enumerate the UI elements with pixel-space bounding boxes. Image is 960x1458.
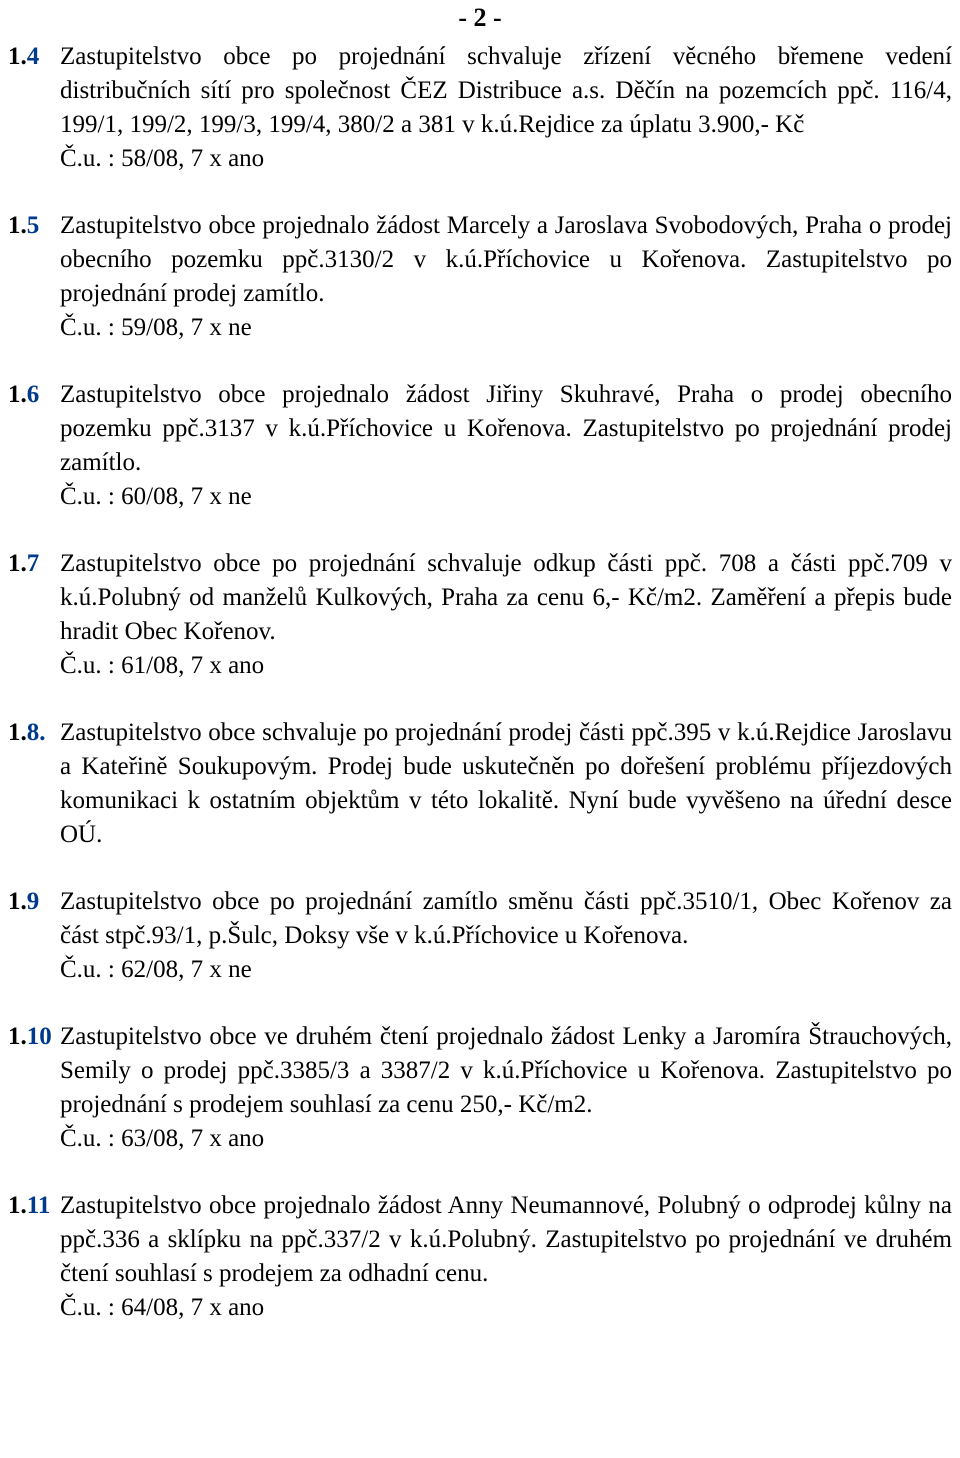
item-number-minor: 4 xyxy=(26,43,40,70)
item-text: Zastupitelstvo obce po projednání schvaluje zřízení věcného břemene vedení distribučních sítí pro společnost ČEZ Distribuce a.s. Děčín na pozemcích ppč. 116/4, 199/1, 199/2, 199/3, 199/4, 380/2 a 381 v k.ú.Rejdice za úplatu 3.900,- Kč xyxy=(60,43,952,138)
item-number-minor: 5 xyxy=(26,212,40,239)
item-body xyxy=(60,547,952,683)
item-vote: Č.u. : 62/08, 7 x ne xyxy=(60,956,252,983)
item-number-major: 1. xyxy=(8,888,27,915)
item-number xyxy=(8,378,39,412)
item-number-major: 1. xyxy=(8,212,27,239)
item-number-major: 1. xyxy=(8,43,27,70)
item-number-major: 1. xyxy=(8,381,27,408)
resolution-item xyxy=(0,378,960,514)
item-body xyxy=(60,209,952,345)
item-vote: Č.u. : 58/08, 7 x ano xyxy=(60,145,265,172)
item-body xyxy=(60,1020,952,1156)
resolution-item xyxy=(0,40,960,176)
resolution-item xyxy=(0,885,960,987)
item-body xyxy=(60,40,952,176)
item-number-major: 1. xyxy=(8,550,27,577)
item-text: Zastupitelstvo obce schvaluje po projednání prodej části ppč.395 v k.ú.Rejdice Jaroslavu a Kateřině Soukupovým. Prodej bude uskutečněn po dořešení problému příjezdových komunikaci k ostatním objektům v této lokalitě. Nyní bude vyvěšeno na úřední desce OÚ. xyxy=(60,719,952,848)
item-vote: Č.u. : 63/08, 7 x ano xyxy=(60,1125,265,1152)
resolution-item xyxy=(0,716,960,852)
item-number-minor: 6 xyxy=(26,381,40,408)
item-number xyxy=(8,1189,50,1223)
item-number-minor: 7 xyxy=(26,550,40,577)
item-number-minor: 11 xyxy=(26,1192,51,1219)
item-text: Zastupitelstvo obce projednalo žádost Jiřiny Skuhravé, Praha o prodej obecního pozemku ppč.3137 v k.ú.Příchovice u Kořenova. Zastupitelstvo po projednání prodej zamítlo. xyxy=(60,381,952,476)
item-body xyxy=(60,1189,952,1325)
item-number xyxy=(8,209,39,243)
item-text: Zastupitelstvo obce projednalo žádost Marcely a Jaroslava Svobodových, Praha o prodej obecního pozemku ppč.3130/2 v k.ú.Příchovice u Kořenova. Zastupitelstvo po projednání prodej zamítlo. xyxy=(60,212,952,307)
item-vote: Č.u. : 59/08, 7 x ne xyxy=(60,314,252,341)
item-number-major: 1. xyxy=(8,1192,27,1219)
resolution-item xyxy=(0,547,960,683)
item-body xyxy=(60,885,952,987)
item-body xyxy=(60,716,952,852)
resolution-item xyxy=(0,1189,960,1325)
item-number xyxy=(8,885,39,919)
resolution-list xyxy=(0,40,960,1358)
item-number-minor: 10 xyxy=(26,1023,52,1050)
item-number xyxy=(8,40,39,74)
item-text: Zastupitelstvo obce po projednání schvaluje odkup části ppč. 708 a části ppč.709 v k.ú.Polubný od manželů Kulkových, Praha za cenu 6,- Kč/m2. Zaměření a přepis bude hradit Obec Kořenov. xyxy=(60,550,952,645)
item-vote: Č.u. : 64/08, 7 x ano xyxy=(60,1294,265,1321)
item-number-minor: 9 xyxy=(26,888,40,915)
resolution-item xyxy=(0,1020,960,1156)
item-number-minor: 8. xyxy=(26,719,46,746)
item-vote: Č.u. : 60/08, 7 x ne xyxy=(60,483,252,510)
item-number xyxy=(8,547,39,581)
page-number: - 2 - xyxy=(458,3,502,32)
item-text: Zastupitelstvo obce projednalo žádost Anny Neumannové, Polubný o odprodej kůlny na ppč.336 a sklípku na ppč.337/2 v k.ú.Polubný. Zastupitelstvo po projednání ve druhém čtení souhlasí s prodejem za odhadní cenu. xyxy=(60,1192,952,1287)
resolution-item xyxy=(0,209,960,345)
item-number-major: 1. xyxy=(8,719,27,746)
item-text: Zastupitelstvo obce po projednání zamítlo směnu části ppč.3510/1, Obec Kořenov za část stpč.93/1, p.Šulc, Doksy vše v k.ú.Příchovice u Kořenova. xyxy=(60,888,952,949)
item-body xyxy=(60,378,952,514)
item-number xyxy=(8,716,46,750)
item-vote: Č.u. : 61/08, 7 x ano xyxy=(60,652,265,679)
item-text: Zastupitelstvo obce ve druhém čtení projednalo žádost Lenky a Jaromíra Štrauchových, Semily o prodej ppč.3385/3 a 3387/2 v k.ú.Příchovice u Kořenova. Zastupitelstvo po projednání s prodejem souhlasí za cenu 250,- Kč/m2. xyxy=(60,1023,952,1118)
item-number-major: 1. xyxy=(8,1023,27,1050)
item-number xyxy=(8,1020,52,1054)
